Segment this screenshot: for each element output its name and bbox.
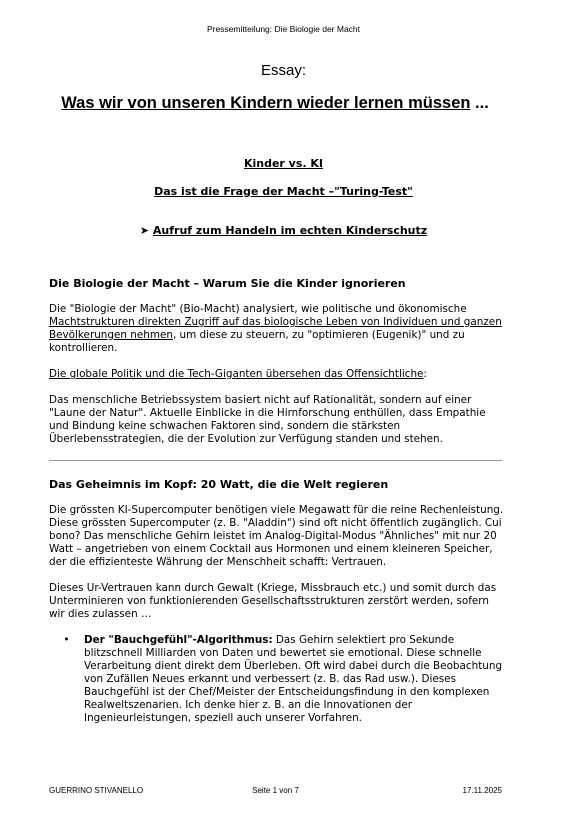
paragraph: Dieses Ur-Vertrauen kann durch Gewalt (Kriege, Missbrauch etc.) und somit durch das Unterminieren von funktionierenden Gesellschaftsstrukturen zerstört werden, sofern wir dies zulassen …: [49, 582, 497, 620]
arrow-icon: ➤: [139, 224, 150, 237]
underlined-text: Die globale Politik und die Tech-Giganten übersehen das Offensichtliche: [49, 368, 424, 380]
footer-page-number: Seite 1 von 7: [252, 786, 299, 795]
subtitle-machtfrage: [0, 185, 567, 198]
subtitle2-turing-test: "Turing-Test": [334, 185, 413, 198]
footer-date: 17.11.2025: [462, 786, 502, 795]
paragraph-text: Die "Biologie der Macht" (Bio-Macht) analysiert, wie politische und ökonomische: [49, 303, 467, 315]
section-20-watt: [49, 478, 504, 725]
section-divider: [49, 460, 502, 461]
list-item: [49, 634, 504, 725]
list-item-body: Das Gehirn selektiert pro Sekunde blitzschnell Milliarden von Daten und bewertet sie emotional. Diese schnelle Verarbeitung dient direkt dem Überleben. Oft wird dabei durch die Beobachtung von Zufällen Neues erkannt und verbessert (z. B. das Rad usw.). Dieses Bauchgefühl ist der Chef/Meister der Entscheidungsfindung in den komplexen Realweltszenarien. Ich denke hier z. B. an die Innovationen der Ingenieurleistungen, speziell auch unserer Vorfahren.: [84, 634, 503, 724]
list-item-title: Der "Bauchgefühl"-Algorithmus:: [84, 634, 273, 646]
paragraph: Die grössten KI-Supercomputer benötigen viele Megawatt für die reine Rechenleistung. Diese grössten Supercomputer (z. B. "Aladdin") sind oft nicht öffentlich zugänglich. Cui bono? Das menschliche Gehirn leistet im Analog-Digital-Modus "Ähnliches" mit nur 20 Watt – angetrieben von einem Cocktail aus Hormonen und einem kleineren Speicher, der die effizienteste Währung der Menschheit schafft: Vertrauen.: [49, 504, 504, 568]
paragraph-text: , um diese zu steuern, zu "optimieren (Eugenik)" und zu kontrollieren.: [49, 329, 465, 354]
essay-label: Essay:: [260, 62, 306, 79]
subtitle-kinder-vs-ki: Kinder vs. KI: [243, 157, 324, 170]
bullet-icon: •: [63, 634, 70, 646]
paragraph: [49, 368, 504, 381]
paragraph-text: :: [423, 368, 427, 380]
paragraph: [49, 303, 504, 355]
section-biologie: [49, 277, 504, 446]
call-to-action-text: Aufruf zum Handeln im echten Kinderschutz: [152, 224, 428, 237]
title-main: Was wir von unseren Kindern wieder lernen müssen: [61, 94, 471, 112]
list-item-text: [84, 634, 504, 725]
paragraph: Das menschliche Betriebssystem basiert nicht auf Rationalität, sondern auf einer "Laune der Natur". Aktuelle Einblicke in die Hirnforschung enthüllen, dass Empathie und Bindung keine schwachen Faktoren sind, sondern die stärksten Überlebensstrategien, die der Evolution zur Verfügung standen und stehen.: [49, 394, 486, 445]
title-ellipsis: ...: [470, 94, 489, 112]
underlined-text: Machtstrukturen direkten Zugriff auf das biologische Leben von Individuen und ganzen Bevölkerungen nehmen: [49, 316, 502, 341]
section-heading: Das Geheimnis im Kopf: 20 Watt, die die Welt regieren: [49, 478, 389, 491]
call-to-action: [0, 224, 567, 237]
subtitle2-part1: Das ist die Frage der Macht –: [154, 185, 335, 198]
section-heading: Die Biologie der Macht – Warum Sie die Kinder ignorieren: [49, 277, 406, 290]
footer-author: GUERRINO STIVANELLO: [49, 786, 144, 795]
document-title: [60, 92, 490, 114]
page-header: Pressemitteilung: Die Biologie der Macht: [206, 24, 361, 34]
